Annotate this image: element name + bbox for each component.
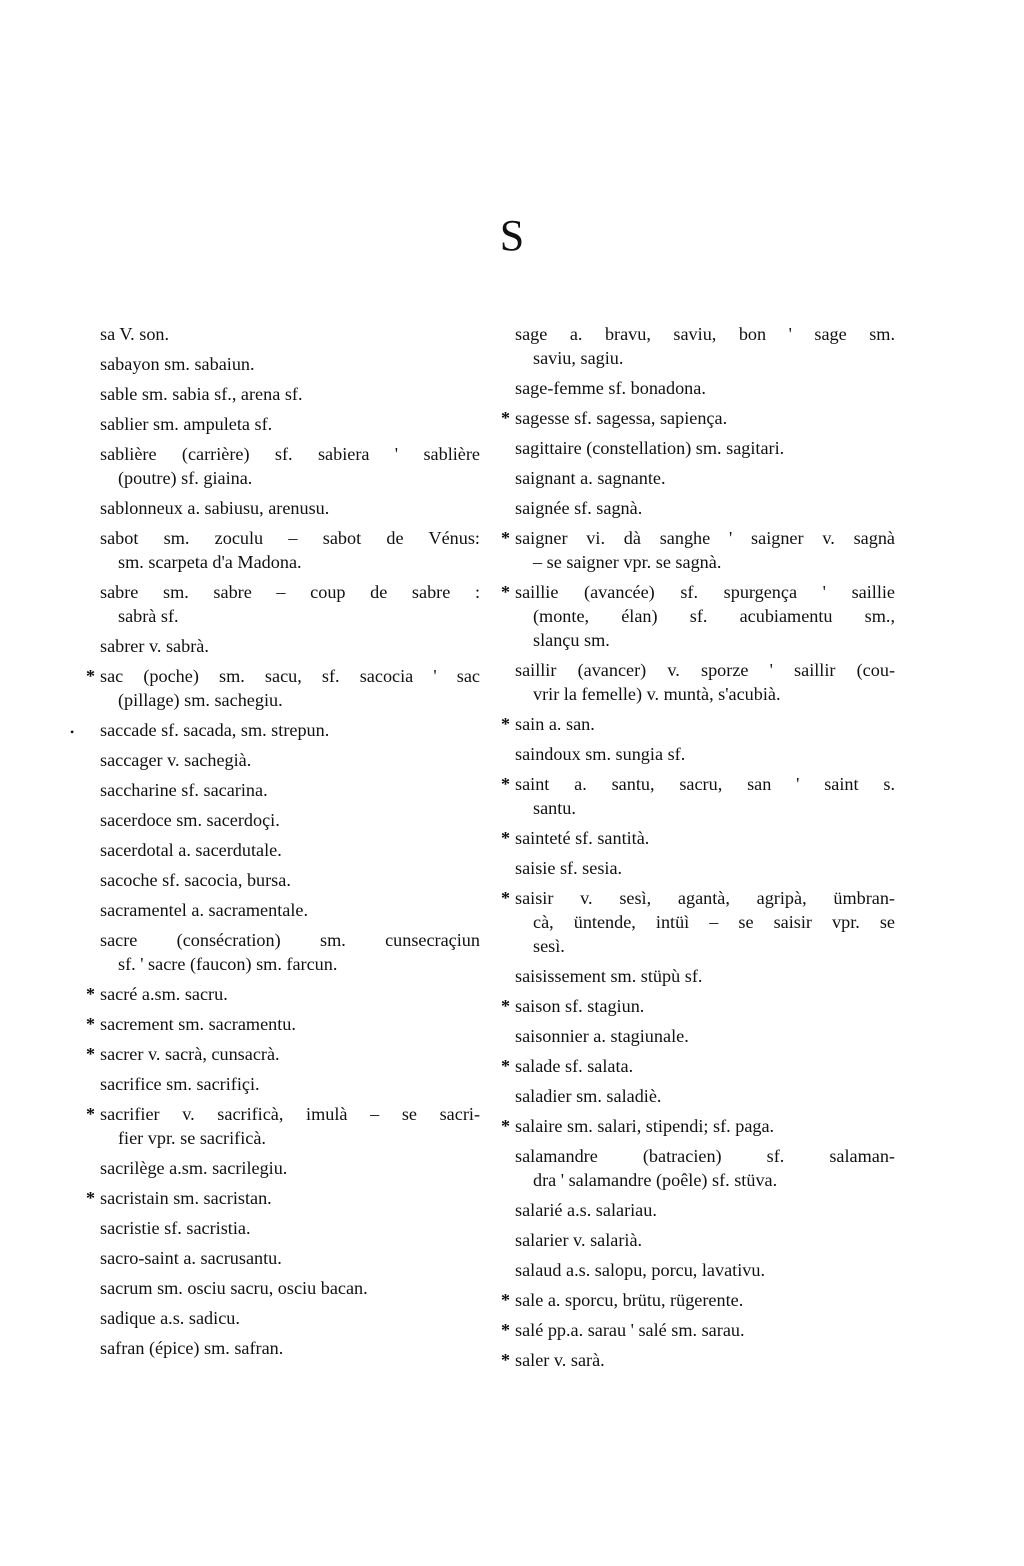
asterisk-marker-icon: * [86,1104,95,1124]
entry-line: sabre sm. sabre – coup de sabre : [100,582,480,602]
entry-line: sabrer v. sabrà. [100,636,209,656]
dictionary-entry [100,838,480,862]
dictionary-entry [515,964,895,988]
dictionary-entry [100,580,480,628]
dictionary-entry [501,994,895,1018]
entry-line: sagesse sf. sagessa, sapiença. [515,408,728,428]
entry-line: saisir v. sesì, agantà, agripà, ümbran- [515,888,895,908]
dictionary-entry [515,322,895,370]
entry-line: sa V. son. [100,324,170,344]
dictionary-entry [501,406,895,430]
entry-line: sablier sm. ampuleta sf. [100,414,273,434]
asterisk-marker-icon: * [86,1044,95,1064]
entry-line: sacré a.sm. sacru. [100,984,228,1004]
dictionary-entry [100,322,480,346]
dictionary-entry [515,742,895,766]
dictionary-entry [501,1054,895,1078]
asterisk-marker-icon: * [86,666,95,686]
entry-line: safran (épice) sm. safran. [100,1338,284,1358]
dictionary-entry [100,382,480,406]
dictionary-entry [100,1246,480,1270]
asterisk-marker-icon: * [86,984,95,1004]
dictionary-entry [501,1114,895,1138]
entry-line: sain a. san. [515,714,595,734]
dictionary-entry [515,658,895,706]
entry-line: saler v. sarà. [515,1350,605,1370]
entry-line: (pillage) sm. sachegiu. [118,690,283,710]
dictionary-entry [100,928,480,976]
asterisk-marker-icon: * [86,1014,95,1034]
asterisk-marker-icon: * [86,1188,95,1208]
dictionary-entry [100,496,480,520]
dictionary-entry [515,1198,895,1222]
asterisk-marker-icon: * [501,714,510,734]
entry-line: saisonnier a. stagiunale. [515,1026,689,1046]
dictionary-entry [86,982,480,1006]
entry-line: santu. [533,798,576,818]
asterisk-marker-icon: * [501,1056,510,1076]
dictionary-entry [86,664,480,712]
entry-line: sadique a.s. sadicu. [100,1308,240,1328]
dictionary-entry [100,898,480,922]
dictionary-entry [100,634,480,658]
dictionary-entry [100,1072,480,1096]
entry-line: sacro-saint a. sacrusantu. [100,1248,282,1268]
dictionary-entry [501,712,895,736]
entry-line: sacristie sf. sacristia. [100,1218,251,1238]
asterisk-marker-icon: * [501,408,510,428]
entry-line: sacerdoce sm. sacerdoçi. [100,810,280,830]
entry-line: sm. scarpeta d'a Madona. [118,552,302,572]
dictionary-entry [515,1228,895,1252]
asterisk-marker-icon: * [501,1290,510,1310]
entry-line: slançu sm. [533,630,610,650]
dictionary-entry [501,1348,895,1372]
dictionary-entry [515,856,895,880]
entry-line: saignant a. sagnante. [515,468,666,488]
section-letter-heading: S [499,211,525,260]
entry-line: salade sf. salata. [515,1056,634,1076]
dictionary-entry [86,1042,480,1066]
dictionary-entry [515,376,895,400]
entry-line: cà, üntende, intüì – se saisir vpr. se [533,912,895,932]
dictionary-entry [100,808,480,832]
entry-line: saviu, sagiu. [533,348,624,368]
dictionary-entry [100,526,480,574]
entry-line: sac (poche) sm. sacu, sf. sacocia ' sac [100,666,480,686]
entry-line: saillir (avancer) v. sporze ' saillir (cou- [515,660,895,680]
entry-line: sacerdotal a. sacerdutale. [100,840,282,860]
dictionary-entry [100,1156,480,1180]
dictionary-entry [515,1144,895,1192]
dictionary-entry [100,868,480,892]
asterisk-marker-icon: * [501,528,510,548]
dictionary-entry [100,352,480,376]
entry-line: sagittaire (constellation) sm. sagitari. [515,438,785,458]
entry-line: salé pp.a. sarau ' salé sm. sarau. [515,1320,745,1340]
entry-line: sacrilège a.sm. sacrilegiu. [100,1158,288,1178]
entry-line: salamandre (batracien) sf. salaman- [515,1146,895,1166]
dictionary-entry [100,442,480,490]
asterisk-marker-icon: * [501,888,510,908]
entry-line: saccager v. sachegià. [100,750,252,770]
entry-line: sacramentel a. sacramentale. [100,900,309,920]
entry-line: sacrifier v. sacrificà, imulà – se sacri- [100,1104,480,1124]
dictionary-entry [70,718,480,742]
dictionary-entry [100,1336,480,1360]
entry-line: sabot sm. zoculu – sabot de Vénus: [100,528,480,548]
dictionary-entry [86,1186,480,1210]
entry-line: salarié a.s. salariau. [515,1200,657,1220]
asterisk-marker-icon: * [501,1350,510,1370]
dictionary-entry [100,1216,480,1240]
right-column [501,322,895,1378]
entry-line: sablonneux a. sabiusu, arenusu. [100,498,330,518]
entry-line: salaire sm. salari, stipendi; sf. paga. [515,1116,775,1136]
dictionary-entry [501,580,895,652]
asterisk-marker-icon: * [501,1116,510,1136]
entry-line: vrir la femelle) v. muntà, s'acubià. [533,684,781,704]
entry-line: saillie (avancée) sf. spurgença ' saillie [515,582,895,602]
entry-line: saignée sf. sagnà. [515,498,643,518]
dictionary-entry [515,1084,895,1108]
entry-line: saint a. santu, sacru, san ' saint s. [515,774,895,794]
dictionary-entry [100,778,480,802]
entry-line: – se saigner vpr. se sagnà. [533,552,722,572]
entry-line: salarier v. salarià. [515,1230,643,1250]
entry-line: sale a. sporcu, brütu, rügerente. [515,1290,744,1310]
entry-line: saindoux sm. sungia sf. [515,744,686,764]
entry-line: saladier sm. saladiè. [515,1086,662,1106]
entry-line: sf. ' sacre (faucon) sm. farcun. [118,954,338,974]
dictionary-entry [86,1102,480,1150]
asterisk-marker-icon: * [501,774,510,794]
entry-line: saccharine sf. sacarina. [100,780,268,800]
dictionary-entry [501,1288,895,1312]
dictionary-entry [501,1318,895,1342]
asterisk-marker-icon: * [501,996,510,1016]
entry-line: saison sf. stagiun. [515,996,645,1016]
entry-line: fier vpr. se sacrificà. [118,1128,266,1148]
entry-line: dra ' salamandre (poêle) sf. stüva. [533,1170,778,1190]
entry-line: sacrum sm. osciu sacru, osciu bacan. [100,1278,368,1298]
entry-line: saigner vi. dà sanghe ' saigner v. sagnà [515,528,895,548]
bullet-marker-icon: • [70,725,75,739]
entry-line: sabayon sm. sabaiun. [100,354,255,374]
dictionary-entry [515,1258,895,1282]
entry-line: sacoche sf. sacocia, bursa. [100,870,291,890]
entry-line: sacrer v. sacrà, cunsacrà. [100,1044,280,1064]
entry-line: saccade sf. sacada, sm. strepun. [100,720,330,740]
entry-line: sabrà sf. [118,606,179,626]
dictionary-entry [501,886,895,958]
entry-line: sablière (carrière) sf. sabiera ' sablière [100,444,480,464]
entry-line: saisissement sm. stüpù sf. [515,966,703,986]
entry-line: sacre (consécration) sm. cunsecraçiun [100,930,480,950]
dictionary-entry [100,412,480,436]
left-column [70,322,480,1366]
entry-line: salaud a.s. salopu, porcu, lavativu. [515,1260,766,1280]
entry-line: sage-femme sf. bonadona. [515,378,706,398]
dictionary-entry [86,1012,480,1036]
dictionary-entry [501,526,895,574]
asterisk-marker-icon: * [501,1320,510,1340]
entry-line: sainteté sf. santità. [515,828,650,848]
entry-line: (poutre) sf. giaina. [118,468,253,488]
dictionary-entry [515,1024,895,1048]
entry-line: saisie sf. sesia. [515,858,623,878]
entry-line: sable sm. sabia sf., arena sf. [100,384,303,404]
entry-line: sage a. bravu, saviu, bon ' sage sm. [515,324,895,344]
entry-line: (monte, élan) sf. acubiamentu sm., [533,606,895,626]
dictionary-entry [515,496,895,520]
asterisk-marker-icon: * [501,582,510,602]
entry-line: sacrement sm. sacramentu. [100,1014,296,1034]
entry-line: sesì. [533,936,565,956]
entry-line: sacristain sm. sacristan. [100,1188,272,1208]
dictionary-entry [100,1306,480,1330]
dictionary-entry [501,772,895,820]
dictionary-entry [515,466,895,490]
dictionary-entry [100,748,480,772]
dictionary-entry [501,826,895,850]
asterisk-marker-icon: * [501,828,510,848]
entry-line: sacrifice sm. sacrifiçi. [100,1074,260,1094]
dictionary-entry [515,436,895,460]
dictionary-entry [100,1276,480,1300]
